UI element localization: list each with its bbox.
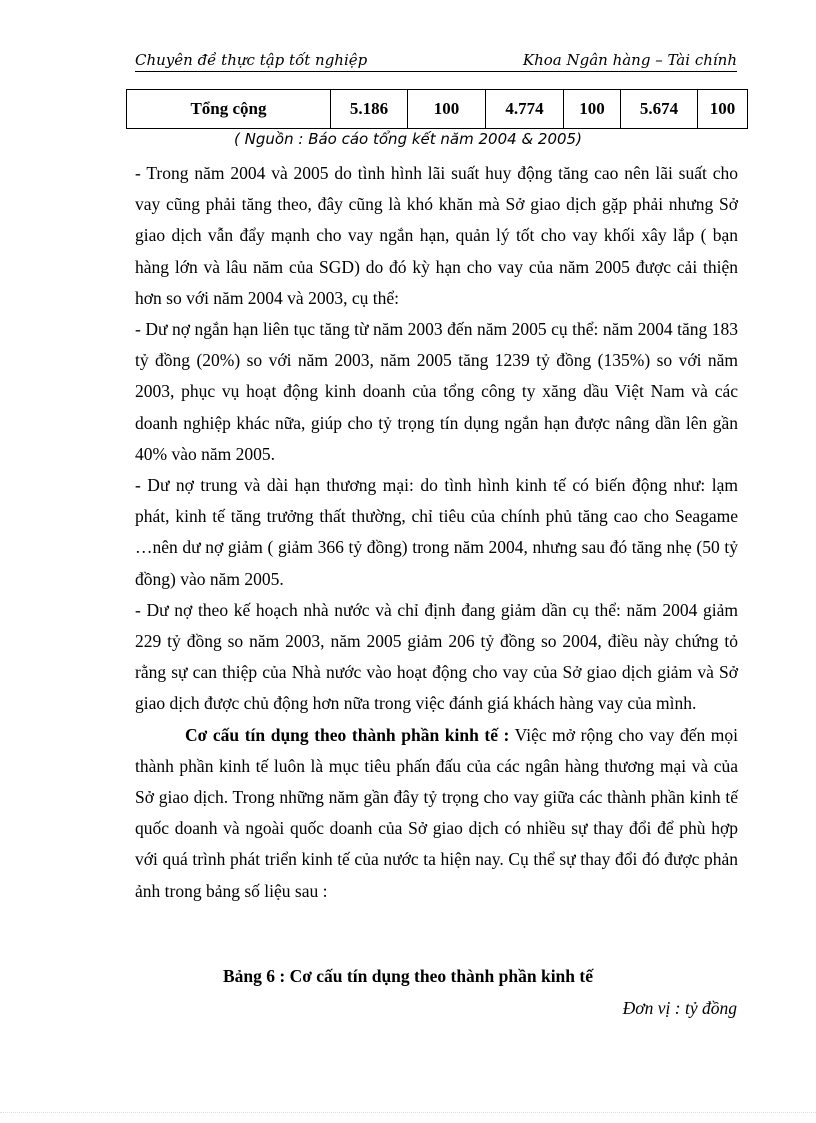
header-right-title: Khoa Ngân hàng – Tài chính <box>522 51 737 69</box>
percent-cell: 100 <box>564 90 621 129</box>
paragraph: - Dư nợ theo kế hoạch nhà nước và chỉ định đang giảm dần cụ thể: năm 2004 giảm 229 tỷ đồng so năm 2003, năm 2005 giảm 206 tỷ đồng so 2004, điều này chứng tỏ rằng sự can thiệp của Nhà nước vào hoạt động cho vay của Sở giao dịch giảm và Sở giao dịch được chủ động hơn nữa trong việc đánh giá khách hàng vay của mình. <box>135 599 738 714</box>
paragraph: - Dư nợ ngắn hạn liên tục tăng từ năm 2003 đến năm 2005 cụ thể: năm 2004 tăng 183 tỷ đồng (20%) so với năm 2003, năm 2005 tăng 1239 tỷ đồng (135%) so với năm 2003, phục vụ hoạt động kinh doanh của tổng công ty xăng dầu Việt Nam và các doanh nghiệp khác nữa, giúp cho tỷ trọng tín dụng ngắn hạn được nâng dần lên gần 40% vào năm 2005. <box>135 319 738 464</box>
value-cell: 4.774 <box>486 90 564 129</box>
summary-table <box>126 89 748 129</box>
body-text <box>135 158 738 907</box>
total-label-cell: Tổng cộng <box>127 90 331 129</box>
header-left-title: Chuyên đề thực tập tốt nghiệp <box>135 51 368 69</box>
table-row <box>127 90 748 129</box>
percent-cell: 100 <box>698 90 748 129</box>
unit-label: Đơn vị : tỷ đồng <box>622 998 737 1018</box>
paragraph: - Dư nợ trung và dài hạn thương mại: do tình hình kinh tế có biến động như: lạm phát, kinh tế tăng trưởng thất thường, chỉ tiêu của chính phủ tăng cao cho Seagame …nên dư nợ giảm ( giảm 366 tỷ đồng) trong năm 2004, nhưng sau đó tăng nhẹ (50 tỷ đồng) vào năm 2005. <box>135 475 738 589</box>
value-cell: 5.186 <box>331 90 408 129</box>
section-heading: Cơ cấu tín dụng theo thành phần kinh tế : <box>185 724 510 745</box>
footer-divider <box>0 1112 816 1113</box>
percent-cell: 100 <box>408 90 486 129</box>
page-header <box>135 49 737 72</box>
section-paragraph <box>135 720 738 907</box>
table-title: Bảng 6 : Cơ cấu tín dụng theo thành phần kinh tế <box>222 966 593 986</box>
paragraph: - Trong năm 2004 và 2005 do tình hình lãi suất huy động tăng cao nên lãi suất cho vay cũng phải tăng theo, đây cũng là khó khăn mà Sở giao dịch gặp phải nhưng Sở giao dịch vẫn đẩy mạnh cho vay ngắn hạn, quản lý tốt cho vay khối xây lắp ( bạn hàng lớn và lâu năm của SGD) do đó kỳ hạn cho vay của năm 2005 được cải thiện hơn so với năm 2004 và 2003, cụ thể: <box>135 163 738 308</box>
section-text: Việc mở rộng cho vay đến mọi thành phần kinh tế luôn là mục tiêu phấn đấu của các ngân hàng thương mại và của Sở giao dịch. Trong những năm gần đây tỷ trọng cho vay giữa các thành phần kinh tế quốc doanh và ngoài quốc doanh của Sở giao dịch có nhiều sự thay đổi để phù hợp với quá trình phát triển kinh tế của nước ta hiện nay. Cụ thể sự thay đổi đó được phản ảnh trong bảng số liệu sau : <box>135 724 739 901</box>
value-cell: 5.674 <box>621 90 698 129</box>
source-note: ( Nguồn : Báo cáo tổng kết năm 2004 & 2005) <box>234 130 582 148</box>
